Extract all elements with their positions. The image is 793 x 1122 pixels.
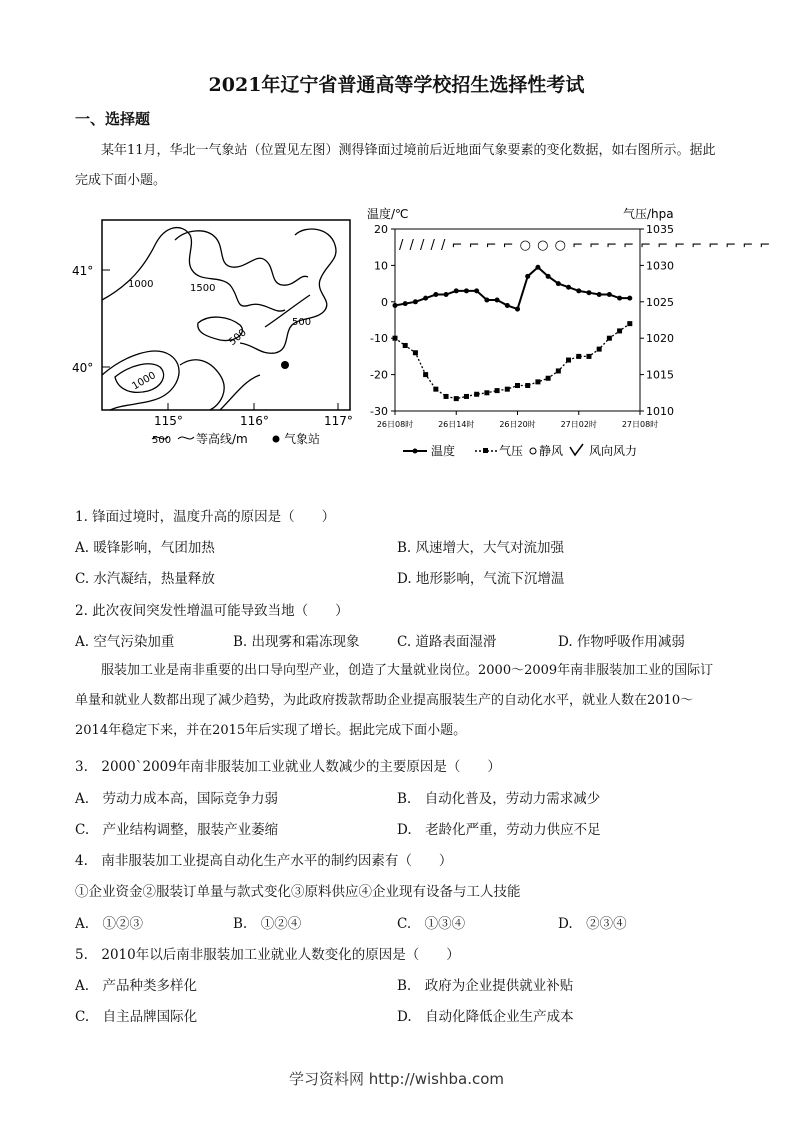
temperature-point <box>607 292 612 297</box>
chart-legend <box>403 443 637 458</box>
pressure-point <box>393 336 398 341</box>
temperature-point <box>413 299 418 304</box>
lon-label: 117° <box>324 414 353 428</box>
temperature-point <box>495 297 500 302</box>
pressure-point <box>515 383 520 388</box>
legend-contour-sample-label: 500 <box>152 435 172 446</box>
legend-pressure: 气压 <box>499 444 524 458</box>
legend-station-marker <box>273 436 280 443</box>
y-left-tick-label: -30 <box>370 405 388 418</box>
option[interactable]: C. 产业结构调整，服装产业萎缩 <box>75 822 279 838</box>
option[interactable]: D. 作物呼吸作用减弱 <box>558 634 685 650</box>
pressure-point <box>586 354 591 359</box>
pressure-point <box>423 372 428 377</box>
option[interactable]: C. 自主品牌国际化 <box>75 1009 198 1025</box>
contour-label: 1000 <box>130 370 158 393</box>
topographic-map <box>70 205 360 460</box>
lon-label: 116° <box>240 414 269 428</box>
pressure-point <box>546 376 551 381</box>
intro-paragraph-1 <box>75 136 725 196</box>
y-right-tick-label: 1015 <box>646 368 674 382</box>
pressure-point <box>474 392 479 397</box>
pressure-line <box>395 324 630 399</box>
temperature-point <box>566 285 571 290</box>
temperature-point <box>586 290 591 295</box>
pressure-point <box>627 321 632 326</box>
option[interactable]: C. 水汽凝结，热量释放 <box>75 571 215 587</box>
temperature-point <box>597 292 602 297</box>
x-tick-label: 26日14时 <box>438 420 475 429</box>
option[interactable]: D. 老龄化严重，劳动力供应不足 <box>397 822 601 838</box>
pressure-point <box>495 388 500 393</box>
temperature-point <box>627 296 632 301</box>
intro-text-1: 某年11月，华北一气象站（位置见左图）测得锋面过境前后近地面气象要素的变化数据，如右图所示。据此完成下面小题。 <box>75 143 716 188</box>
temperature-point <box>423 296 428 301</box>
pressure-point <box>464 394 469 399</box>
temperature-point <box>546 274 551 279</box>
pressure-point <box>597 347 602 352</box>
y-right-tick-label: 1020 <box>646 332 674 346</box>
question-3: 3. 2000`2009年南非服装加工业就业人数减少的主要原因是（ ） <box>75 759 501 775</box>
y-left-tick-label: -20 <box>370 368 388 382</box>
x-tick-label: 26日20时 <box>499 420 536 429</box>
option[interactable]: D. 自动化降低企业生产成本 <box>397 1009 574 1025</box>
option[interactable]: B. 自动化普及，劳动力需求减少 <box>397 791 601 807</box>
lon-label: 115° <box>154 414 183 428</box>
option[interactable]: A. 劳动力成本高，国际竞争力弱 <box>75 791 279 807</box>
pressure-point <box>525 383 530 388</box>
y-left-label: 温度/℃ <box>367 207 409 221</box>
pressure-point <box>535 379 540 384</box>
page-title: 2021年辽宁省普通高等学校招生选择性考试 <box>208 74 585 96</box>
temperature-point <box>433 292 438 297</box>
temperature-line <box>395 267 630 309</box>
pressure-point <box>433 387 438 392</box>
temperature-point <box>525 274 530 279</box>
y-right-tick-label: 1010 <box>646 405 674 418</box>
legend-calm: 静风 <box>539 444 564 458</box>
legend-station-label: 气象站 <box>284 432 321 446</box>
station-marker <box>281 361 289 369</box>
pressure-point <box>566 358 571 363</box>
pressure-point <box>454 396 459 401</box>
temperature-point <box>474 288 479 293</box>
y-left-tick-label: -10 <box>370 332 388 346</box>
pressure-point <box>403 343 408 348</box>
option[interactable]: B. ①②④ <box>233 916 302 932</box>
weather-chart <box>365 204 772 460</box>
temperature-point <box>464 288 469 293</box>
pressure-point <box>576 354 581 359</box>
y-left-tick-label: 20 <box>374 223 388 236</box>
footer-watermark: 学习资料网 http://wishba.com <box>289 1070 504 1088</box>
contour-label: 500 <box>292 317 312 328</box>
intro-paragraph-2 <box>75 656 725 746</box>
temperature-point <box>617 296 622 301</box>
x-tick-label: 26日08时 <box>376 420 414 429</box>
pressure-point <box>444 394 449 399</box>
pressure-point <box>484 390 489 395</box>
y-left-tick-label: 0 <box>381 295 388 309</box>
option[interactable]: A. 产品种类多样化 <box>75 978 198 994</box>
x-tick-label: 27日08时 <box>621 420 659 429</box>
question-1: 1. 锋面过境时，温度升高的原因是（ ） <box>75 509 336 525</box>
question-4-items: ①企业资金②服装订单量与款式变化③原料供应④企业现有设备与工人技能 <box>75 884 521 900</box>
option[interactable]: B. 风速增大，大气对流加强 <box>397 540 565 556</box>
section-heading: 一、选择题 <box>75 110 151 128</box>
option[interactable]: A. 暖锋影响，气团加热 <box>75 540 215 556</box>
option[interactable]: D. 地形影响，气流下沉增温 <box>397 571 565 587</box>
temperature-point <box>484 297 489 302</box>
temperature-point <box>454 288 459 293</box>
temperature-point <box>505 303 510 308</box>
legend-temp: 温度 <box>431 444 456 458</box>
question-2: 2. 此次夜间突发性增温可能导致当地（ ） <box>75 603 349 619</box>
temperature-point <box>403 301 408 306</box>
temperature-point <box>515 307 520 312</box>
option[interactable]: D. ②③④ <box>558 916 627 932</box>
intro-text-2: 服装加工业是南非重要的出口导向型产业，创造了大量就业岗位。2000～2009年南非服装加工业的国际订单量和就业人数都出现了减少趋势，为此政府拨款帮助企业提高服装生产的自动化水平，就业人数在2010～2014年稳定下来，并在2015年后实现了增长。据此完成下面小题。 <box>75 663 714 738</box>
option[interactable]: B. 出现雾和霜冻现象 <box>233 634 360 650</box>
pressure-point <box>556 368 561 373</box>
option[interactable]: C. 道路表面湿滑 <box>397 634 497 650</box>
y-right-tick-label: 1025 <box>646 295 674 309</box>
y-right-label: 气压/hpa <box>623 207 674 221</box>
lat-label: 40° <box>72 361 94 375</box>
option[interactable]: C. ①③④ <box>397 916 466 932</box>
legend-contour-label: 等高线/m <box>196 432 248 446</box>
contour-label: 1000 <box>128 279 154 290</box>
pressure-point <box>413 350 418 355</box>
pressure-point <box>607 336 612 341</box>
option[interactable]: B. 政府为企业提供就业补贴 <box>397 978 574 994</box>
question-4: 4. 南非服装加工业提高自动化生产水平的制约因素有（ ） <box>75 853 453 869</box>
temperature-point <box>393 303 398 308</box>
contour-label: 1500 <box>190 283 216 294</box>
wind-symbols: / / / / / ⌐ ⌐ ⌐ ⌐ ○ ○ ○ ⌐ ⌐ ⌐ ⌐ ⌐ ⌐ ⌐ ⌐ ⌐ ⌐ ⌐ ⌐ <box>399 238 772 253</box>
option[interactable]: A. ①②③ <box>75 916 144 932</box>
option[interactable]: A. 空气污染加重 <box>75 634 175 650</box>
lat-label: 41° <box>72 264 94 278</box>
pressure-point <box>505 387 510 392</box>
question-5: 5. 2010年以后南非服装加工业就业人数变化的原因是（ ） <box>75 947 460 963</box>
y-left-tick-label: 10 <box>374 259 388 273</box>
y-right-tick-label: 1035 <box>646 223 674 236</box>
x-tick-label: 27日02时 <box>560 420 597 429</box>
legend-wind: 风向风力 <box>589 444 638 458</box>
temperature-point <box>576 288 581 293</box>
temperature-point <box>556 281 561 286</box>
temperature-point <box>444 292 449 297</box>
y-right-tick-label: 1030 <box>646 259 674 273</box>
temperature-point <box>535 265 540 270</box>
pressure-point <box>617 328 622 333</box>
contour-label: 500 <box>227 327 249 349</box>
